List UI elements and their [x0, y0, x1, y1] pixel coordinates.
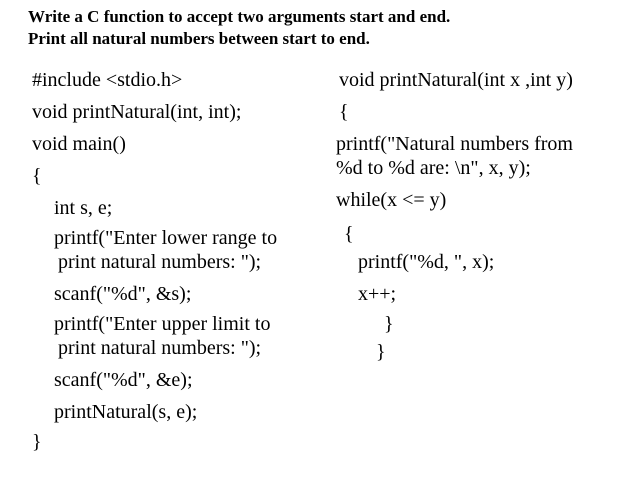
- code-line: {: [32, 165, 42, 187]
- title-line-1: Write a C function to accept two arguments start and end.: [28, 7, 451, 26]
- code-line: scanf("%d", &s);: [54, 283, 192, 305]
- code-line: printf("Enter lower range to: [54, 227, 278, 249]
- code-line: print natural numbers: ");: [58, 337, 262, 359]
- code-line: x++;: [358, 283, 397, 305]
- code-line: void printNatural(int, int);: [32, 101, 242, 123]
- code-line: }: [376, 341, 386, 363]
- slide-title: [28, 6, 628, 50]
- code-line: void main(): [32, 133, 126, 155]
- code-line: printNatural(s, e);: [54, 401, 198, 423]
- code-line: void printNatural(int x ,int y): [339, 69, 573, 91]
- code-line: {: [339, 101, 349, 123]
- code-line: printf("%d, ", x);: [358, 251, 495, 273]
- code-line: #include <stdio.h>: [32, 69, 183, 91]
- code-line: printf("Enter upper limit to: [54, 313, 271, 335]
- code-line: }: [384, 313, 394, 335]
- code-line: {: [344, 223, 354, 245]
- code-line: int s, e;: [54, 197, 113, 219]
- code-line: printf("Natural numbers from: [336, 133, 573, 155]
- code-line: }: [32, 431, 42, 453]
- code-line: %d to %d are: \n", x, y);: [336, 157, 531, 179]
- code-line: while(x <= y): [336, 189, 447, 211]
- code-line: print natural numbers: ");: [58, 251, 262, 273]
- code-line: scanf("%d", &e);: [54, 369, 193, 391]
- title-line-2: Print all natural numbers between start to end.: [28, 29, 370, 48]
